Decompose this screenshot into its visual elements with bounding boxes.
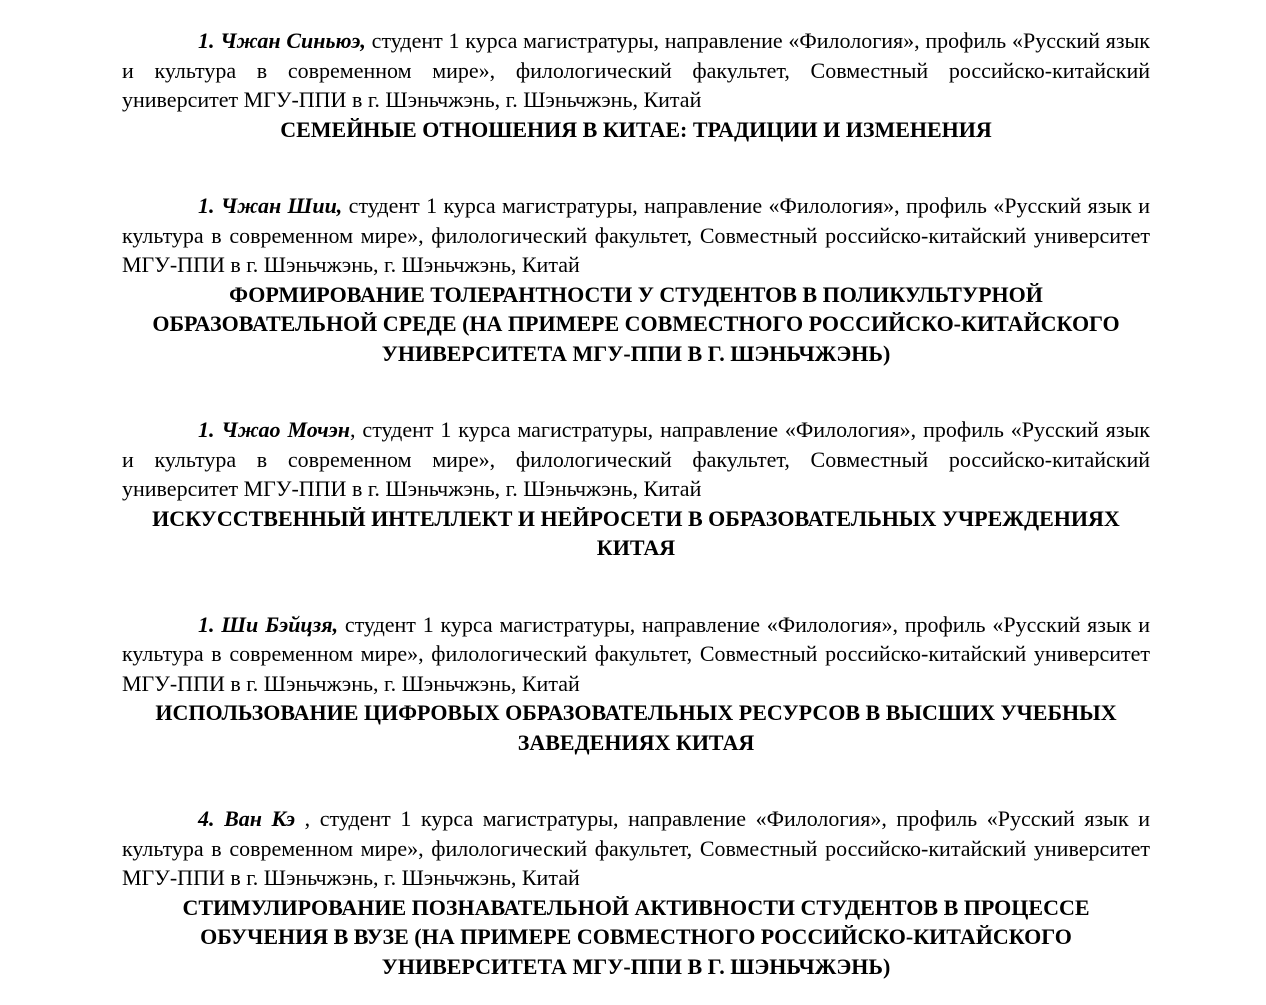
author-paragraph — [122, 26, 1150, 115]
author-affiliation: студент 1 курса магистратуры, направление «Филология», профиль «Русский язык и культура в современном мире», филологический факультет, Совместный российско-китайский университет МГУ-ППИ в г. Шэньчжэнь, г. Шэньчжэнь, Китай — [122, 417, 1150, 501]
paper-title: ИСПОЛЬЗОВАНИЕ ЦИФРОВЫХ ОБРАЗОВАТЕЛЬНЫХ РЕСУРСОВ В ВЫСШИХ УЧЕБНЫХ ЗАВЕДЕНИЯХ КИТАЯ — [155, 700, 1117, 755]
author-name: 4. Ван Кэ — [198, 806, 296, 831]
paper-title: ИСКУССТВЕННЫЙ ИНТЕЛЛЕКТ И НЕЙРОСЕТИ В ОБРАЗОВАТЕЛЬНЫХ УЧРЕЖДЕНИЯХ КИТАЯ — [152, 505, 1120, 560]
author-affiliation: студент 1 курса магистратуры, направление «Филология», профиль «Русский язык и культура в современном мире», филологический факультет, Совместный российско-китайский университет МГУ-ППИ в г. Шэньчжэнь, г. Шэньчжэнь, Китай — [122, 611, 1151, 696]
author-paragraph — [122, 191, 1150, 280]
paper-title: СЕМЕЙНЫЕ ОТНОШЕНИЯ В КИТАЕ: ТРАДИЦИИ И ИЗМЕНЕНИЯ — [280, 116, 992, 142]
author-name-suffix: , — [295, 806, 311, 831]
author-name: 1. Чжао Мочэн — [198, 417, 351, 442]
abstract-entry — [122, 610, 1150, 758]
author-name-suffix: , — [350, 417, 356, 442]
paper-title: ФОРМИРОВАНИЕ ТОЛЕРАНТНОСТИ У СТУДЕНТОВ В ПОЛИКУЛЬТУРНОЙ ОБРАЗОВАТЕЛЬНОЙ СРЕДЕ (НА ПРИМЕРЕ СОВМЕСТНОГО РОССИЙСКО-КИТАЙСКОГО УНИВЕРСИТЕТА МГУ-ППИ В Г. ШЭНЬЧЖЭНЬ) — [152, 281, 1120, 366]
abstract-entry — [122, 26, 1150, 144]
abstract-entry — [122, 191, 1150, 368]
author-name: 1. Чжан Шии, — [198, 193, 343, 218]
author-affiliation: студент 1 курса магистратуры, направление «Филология», профиль «Русский язык и культура в современном мире», филологический факультет, Совместный российско-китайский университет МГУ-ППИ в г. Шэньчжэнь, г. Шэньчжэнь, Китай — [122, 193, 1151, 277]
author-name: 1. Ши Бэйцзя, — [198, 611, 339, 637]
author-paragraph — [122, 804, 1150, 893]
author-paragraph — [122, 415, 1150, 504]
author-name: 1. Чжан Синьюэ, — [198, 28, 366, 53]
author-paragraph — [122, 610, 1150, 699]
abstract-entry — [122, 804, 1150, 981]
paper-title: СТИМУЛИРОВАНИЕ ПОЗНАВАТЕЛЬНОЙ АКТИВНОСТИ СТУДЕНТОВ В ПРОЦЕССЕ ОБУЧЕНИЯ В ВУЗЕ (НА ПРИМЕРЕ СОВМЕСТНОГО РОССИЙСКО-КИТАЙСКОГО УНИВЕРСИТЕТА МГУ-ППИ В Г. ШЭНЬЧЖЭНЬ) — [182, 894, 1090, 979]
abstract-entry — [122, 415, 1150, 563]
author-affiliation: студент 1 курса магистратуры, направление «Филология», профиль «Русский язык и культура в современном мире», филологический факультет, Совместный российско-китайский университет МГУ-ППИ в г. Шэньчжэнь, г. Шэньчжэнь, Китай — [122, 28, 1150, 112]
author-affiliation: студент 1 курса магистратуры, направление «Филология», профиль «Русский язык и культура в современном мире», филологический факультет, Совместный российско-китайский университет МГУ-ППИ в г. Шэньчжэнь, г. Шэньчжэнь, Китай — [122, 806, 1151, 890]
